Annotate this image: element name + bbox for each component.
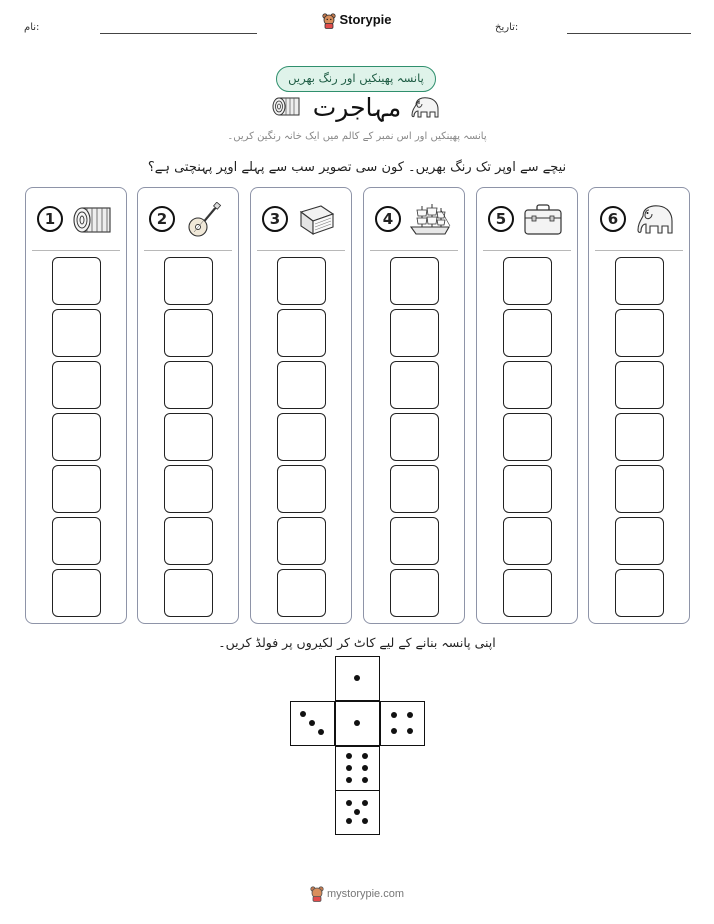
color-cell[interactable] xyxy=(390,361,439,409)
color-cell[interactable] xyxy=(52,413,101,461)
column-cells xyxy=(164,257,213,621)
color-cell[interactable] xyxy=(390,517,439,565)
color-cell[interactable] xyxy=(52,361,101,409)
die-pip xyxy=(354,720,360,726)
color-cell[interactable] xyxy=(503,413,552,461)
die-pip xyxy=(362,753,368,759)
die-pip xyxy=(354,675,360,681)
column-cells xyxy=(615,257,664,621)
color-cell[interactable] xyxy=(52,465,101,513)
elephant-icon xyxy=(408,95,442,121)
die-pip xyxy=(391,728,397,734)
storypie-logo xyxy=(0,12,714,29)
column-1 xyxy=(25,187,127,624)
column-number: 1 xyxy=(37,206,63,232)
color-cell[interactable] xyxy=(164,517,213,565)
column-3 xyxy=(250,187,352,624)
color-cell[interactable] xyxy=(503,569,552,617)
color-cell[interactable] xyxy=(390,465,439,513)
column-header xyxy=(589,200,689,240)
die-pip xyxy=(362,765,368,771)
die-face-1 xyxy=(335,656,380,701)
color-cell[interactable] xyxy=(52,517,101,565)
bear-logo-icon xyxy=(322,13,336,29)
color-cell[interactable] xyxy=(390,413,439,461)
die-pip xyxy=(309,720,315,726)
name-label: نام: xyxy=(24,22,40,33)
color-cell[interactable] xyxy=(503,361,552,409)
die-pip xyxy=(300,711,306,717)
color-cell[interactable] xyxy=(615,257,664,305)
color-cell[interactable] xyxy=(615,361,664,409)
column-divider xyxy=(257,250,345,251)
die-pip xyxy=(362,777,368,783)
color-cell[interactable] xyxy=(277,413,326,461)
die-pip xyxy=(362,818,368,824)
color-cell[interactable] xyxy=(52,309,101,357)
brand-name: Storypie xyxy=(339,12,392,27)
column-divider xyxy=(595,250,683,251)
title-row xyxy=(0,93,714,127)
column-number: 6 xyxy=(600,206,626,232)
column-header xyxy=(251,200,351,240)
color-cell[interactable] xyxy=(277,309,326,357)
die-face-4 xyxy=(380,701,425,746)
die-pip xyxy=(407,728,413,734)
die-pip xyxy=(407,712,413,718)
color-cell[interactable] xyxy=(503,309,552,357)
column-6 xyxy=(588,187,690,624)
column-number: 3 xyxy=(262,206,288,232)
die-face-1 xyxy=(335,701,380,746)
question: نیچے سے اوپر تک رنگ بھریں۔ کون سی تصویر سب سے پہلے اوپر پہنچتی ہے؟ xyxy=(147,160,567,175)
die-pip xyxy=(362,800,368,806)
column-divider xyxy=(370,250,458,251)
column-divider xyxy=(483,250,571,251)
column-cells xyxy=(52,257,101,621)
color-cell[interactable] xyxy=(52,569,101,617)
die-face-5 xyxy=(335,790,380,835)
die-pip xyxy=(346,765,352,771)
color-cell[interactable] xyxy=(164,361,213,409)
color-cell[interactable] xyxy=(164,309,213,357)
color-cell[interactable] xyxy=(615,413,664,461)
rolled-mat-icon xyxy=(70,202,114,238)
column-header xyxy=(138,200,238,240)
column-cells xyxy=(277,257,326,621)
bear-logo-icon xyxy=(310,886,324,902)
color-cell[interactable] xyxy=(390,309,439,357)
suitcase-icon xyxy=(521,202,565,238)
color-cell[interactable] xyxy=(615,569,664,617)
color-cell[interactable] xyxy=(503,517,552,565)
column-number: 5 xyxy=(488,206,514,232)
die-face-6 xyxy=(335,746,380,791)
color-cell[interactable] xyxy=(390,569,439,617)
name-line[interactable] xyxy=(100,33,257,34)
color-cell[interactable] xyxy=(277,569,326,617)
elephant-icon xyxy=(633,202,677,238)
column-header xyxy=(364,200,464,240)
color-cell[interactable] xyxy=(277,361,326,409)
column-number: 4 xyxy=(375,206,401,232)
ship-icon xyxy=(408,202,452,238)
column-header xyxy=(477,200,577,240)
column-cells xyxy=(503,257,552,621)
color-cell[interactable] xyxy=(390,257,439,305)
color-cell[interactable] xyxy=(164,465,213,513)
activity-badge: پانسہ پھینکیں اور رنگ بھریں xyxy=(276,66,436,92)
color-cell[interactable] xyxy=(164,569,213,617)
color-cell[interactable] xyxy=(615,309,664,357)
die-pip xyxy=(346,818,352,824)
die-pip xyxy=(391,712,397,718)
column-2 xyxy=(137,187,239,624)
column-header xyxy=(26,200,126,240)
die-pip xyxy=(354,809,360,815)
color-cell[interactable] xyxy=(615,465,664,513)
footer xyxy=(0,886,714,902)
subtitle: پانسہ پھینکیں اور اس نمبر کے کالم میں ایک خانہ رنگین کریں۔ xyxy=(227,131,487,142)
book-icon xyxy=(295,202,339,238)
column-cells xyxy=(390,257,439,621)
die-pip xyxy=(346,753,352,759)
column-4 xyxy=(363,187,465,624)
column-divider xyxy=(144,250,232,251)
page-title: مہاجرت xyxy=(312,93,402,122)
color-cell[interactable] xyxy=(503,257,552,305)
color-cell[interactable] xyxy=(277,257,326,305)
date-label: تاریخ: xyxy=(495,22,519,33)
column-divider xyxy=(32,250,120,251)
die-pip xyxy=(346,777,352,783)
die-face-3 xyxy=(290,701,335,746)
color-cell[interactable] xyxy=(52,257,101,305)
lute-icon xyxy=(182,202,226,238)
color-cell[interactable] xyxy=(503,465,552,513)
color-cell[interactable] xyxy=(615,517,664,565)
footer-url: mystorypie.com xyxy=(326,887,405,900)
color-cell[interactable] xyxy=(164,413,213,461)
column-5 xyxy=(476,187,578,624)
color-cell[interactable] xyxy=(277,517,326,565)
die-pip xyxy=(318,729,324,735)
instructions: اپنی پانسہ بنانے کے لیے کاٹ کر لکیروں پر فولڈ کریں۔ xyxy=(218,635,496,650)
die-pip xyxy=(346,800,352,806)
color-cell[interactable] xyxy=(164,257,213,305)
color-cell[interactable] xyxy=(277,465,326,513)
date-line[interactable] xyxy=(567,33,691,34)
column-number: 2 xyxy=(149,206,175,232)
